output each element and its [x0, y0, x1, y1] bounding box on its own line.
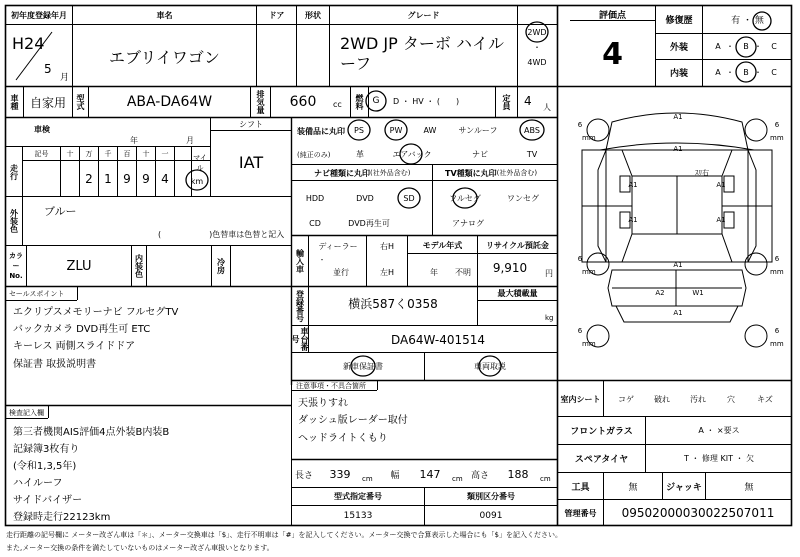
- color-no-label: カラーNo.: [9, 252, 23, 280]
- inspector-line-2: 記録簿3枚有り: [13, 444, 80, 455]
- mileage-label: 走行: [9, 164, 19, 180]
- interior-color-label: 内装色: [134, 254, 144, 278]
- navi-title: [314, 166, 410, 180]
- repair-options: 有 ・ 無: [731, 16, 764, 26]
- mileage-header-hyaku: 百: [123, 149, 131, 158]
- door-label: ドア: [268, 10, 285, 20]
- mileage-header-man: 万: [85, 149, 93, 158]
- mgmt-no: 09502000030022507011: [621, 506, 775, 520]
- model-year-label: モデル年式: [422, 241, 463, 250]
- mile-label: マイル: [193, 153, 207, 172]
- tv-title-text: TV種類に丸印: [445, 168, 497, 178]
- interior-c: C: [771, 68, 777, 77]
- sell-point-line-2: バックカメラ DVD再生可 ETC: [13, 324, 151, 335]
- damage-a1-right-front: A1: [716, 181, 726, 189]
- import-dot: ・: [318, 256, 326, 264]
- cc-unit: cc: [333, 100, 342, 109]
- sell-points-label: セールスポイント: [9, 290, 65, 298]
- sell-point-line-3: キーレス 両側スライドドア: [13, 341, 136, 352]
- first-reg-month-unit: 月: [60, 73, 70, 83]
- km-unit: km: [190, 176, 204, 186]
- shift: IAT: [238, 152, 264, 172]
- damage-a1-hood: A1: [673, 113, 683, 121]
- tire-depth-sr: 6: [774, 327, 780, 335]
- repair-label: 修復歴: [665, 16, 693, 26]
- interior-a: A: [715, 68, 721, 77]
- height-label: 高さ: [470, 470, 489, 481]
- notes-line-1: 天張りすれ: [298, 398, 348, 409]
- model-label: 型式: [76, 94, 85, 110]
- import-label: 輸入車: [295, 249, 305, 273]
- exterior-dot-1: ・: [726, 42, 734, 51]
- model-year-value: 不明: [455, 267, 471, 277]
- tire-mm-sr: mm: [770, 340, 784, 348]
- class-no: 0091: [479, 511, 503, 521]
- spare-tire-label: スペアタイヤ: [574, 455, 629, 465]
- warranty-new-car: 新車保証書: [343, 361, 383, 371]
- tire-mm-fr: mm: [770, 134, 784, 142]
- color-label: 外装色: [9, 209, 19, 233]
- mgmt-no-label: 管理番号: [564, 508, 597, 518]
- inspector-line-1: 第三者機関AIS評価4点外装B内装B: [13, 427, 170, 438]
- tire-mm-sl: mm: [582, 340, 596, 348]
- navi-hdd: HDD: [305, 193, 325, 203]
- jack-label: ジャッキ: [666, 482, 702, 493]
- class-no-label: 類別区分番号: [467, 492, 515, 501]
- damage-a1-front: A1: [673, 145, 683, 153]
- tv-fullseg: フルセグ: [449, 193, 481, 203]
- length: 339: [329, 467, 351, 481]
- damage-a1-right-rear: A1: [716, 216, 726, 224]
- equip-abs: ABS: [524, 125, 540, 135]
- vin: DA64W-401514: [390, 332, 486, 347]
- tire-depth-rl: 6: [577, 255, 583, 263]
- vin-label: 車台番号: [291, 327, 309, 351]
- mileage-header-10man: 十: [66, 149, 74, 158]
- mileage-digit-3: 1: [104, 171, 112, 186]
- footer-note-2: また,メーター交換の条件を満たしていないものはメーター改ざん車扱いとなります。: [6, 544, 274, 552]
- length-unit: cm: [362, 475, 373, 483]
- navi-dvd-play: DVD再生可: [348, 218, 390, 228]
- tv-oneseg: ワンセグ: [507, 193, 539, 203]
- tire-mm-fl: mm: [582, 134, 596, 142]
- displacement-label: 排気量: [256, 90, 265, 114]
- width-unit: cm: [452, 475, 463, 483]
- sell-point-line-4: 保証書 取扱説明書: [13, 359, 97, 370]
- mileage-digit-4: 9: [123, 171, 131, 186]
- score: 4: [602, 36, 623, 72]
- shape-label: 形状: [305, 10, 321, 20]
- type-no-label: 型式指定番号: [334, 492, 382, 501]
- equipment-sub-label: (純正のみ): [297, 151, 331, 159]
- height: 188: [507, 467, 529, 481]
- equip-airbag: エアバック: [392, 149, 432, 159]
- recycle-unit: 円: [545, 269, 553, 278]
- inspector-line-6: 登録時走行22123km: [13, 512, 111, 523]
- glass-options: A ・ ×要ス: [698, 426, 740, 435]
- damage-a1-rear: A1: [673, 261, 683, 269]
- width-label: 幅: [390, 470, 400, 481]
- interior-dot-2: ・: [754, 68, 762, 77]
- exterior-dot-2: ・: [754, 42, 762, 51]
- navi-cd: CD: [309, 218, 321, 228]
- sell-point-line-1: エクリプスメモリーナビ フルセグTV: [13, 307, 179, 318]
- tool-label: 工具: [571, 482, 590, 493]
- shaken-month-unit: 月: [186, 136, 194, 145]
- tire-mm-rr: mm: [770, 268, 784, 276]
- capacity-unit: 人: [543, 103, 551, 112]
- tv-title: [445, 166, 537, 180]
- color: ブルー: [44, 205, 77, 218]
- jack-value: 無: [744, 482, 754, 493]
- navi-title-text: ナビ種類に丸印: [314, 168, 370, 178]
- footer-note-1: 走行距離の記号欄に メーター改ざん車は「＊」、メーター交換車は「$」、走行不明車は「#」を記入してください。メーター交換で合算表示した場合にも「$」を記入ください。: [6, 531, 562, 539]
- inspector-line-5: サイドバイザー: [13, 495, 83, 506]
- reg-no: 横浜587く0358: [348, 296, 438, 311]
- damage-a1-left-front: A1: [628, 181, 638, 189]
- tire-depth-rr: 6: [774, 255, 780, 263]
- notes-line-3: ヘッドライトくもり: [298, 433, 388, 444]
- seat-hole: 穴: [727, 394, 735, 404]
- mileage-header-sen: 千: [104, 149, 112, 158]
- seat-label: 室内シート: [560, 394, 601, 404]
- tool-value: 無: [628, 482, 638, 493]
- first-reg-month: 5: [44, 62, 52, 76]
- navi-sd: SD: [403, 193, 415, 203]
- mileage-digit-5: 9: [142, 171, 150, 186]
- equip-pw: PW: [389, 125, 403, 135]
- mileage-digit-1: [61, 161, 79, 196]
- exterior-b: B: [743, 42, 749, 51]
- mileage-digit-6: 4: [161, 171, 169, 186]
- equip-leather: 革: [356, 149, 364, 159]
- usage-label: 車種: [10, 94, 19, 110]
- import-left-h: 左H: [379, 267, 394, 277]
- fuel-label: 燃料: [355, 94, 364, 110]
- equip-tv: TV: [526, 149, 538, 159]
- import-right-h: 右H: [379, 241, 394, 251]
- seat-stain: 汚れ: [690, 394, 706, 404]
- color-note: ( )色替車は色替と記入: [158, 230, 285, 239]
- navi-sub: (社外品含む): [370, 169, 411, 177]
- first-reg-label: 初年度登録年月: [11, 10, 67, 20]
- damage-a1-left-rear: A1: [628, 216, 638, 224]
- model: ABA-DA64W: [126, 94, 213, 110]
- exterior-a: A: [715, 42, 721, 51]
- equip-navi: ナビ: [472, 149, 488, 159]
- equipment-label: 装備品に丸印: [297, 127, 345, 136]
- width: 147: [419, 467, 441, 481]
- capacity: 4: [524, 94, 532, 108]
- recycle-label: リサイクル預託金: [486, 241, 549, 250]
- max-load-unit: kg: [545, 314, 554, 322]
- tire-depth-fl: 6: [577, 121, 583, 129]
- tv-sub: (社外品含む): [496, 169, 538, 177]
- exterior-label: 外装: [669, 43, 688, 53]
- tire-mm-rl: mm: [582, 268, 596, 276]
- capacity-label: 定員: [502, 94, 511, 110]
- drive-4wd: 4WD: [527, 57, 547, 67]
- notes-line-2: ダッシュ版レーダー取付: [298, 415, 408, 426]
- first-reg-year: H24: [12, 34, 45, 53]
- grade: 2WD JP ターボ ハイルーフ: [340, 34, 504, 73]
- mileage-header-ichi: 一: [161, 149, 169, 158]
- interior-dot-1: ・: [726, 68, 734, 77]
- fuel-gasoline: G: [372, 96, 380, 106]
- car-name-label: 車名: [156, 10, 173, 20]
- inspector-line-4: ハイルーフ: [13, 478, 63, 489]
- color-no: ZLU: [66, 258, 92, 274]
- seat-burn: コゲ: [618, 394, 634, 404]
- cool-label: 冷房: [216, 258, 226, 274]
- notes-label: 注意事項・不具合箇所: [296, 381, 366, 390]
- drive-dot: ・: [533, 42, 541, 52]
- equip-aw: AW: [423, 125, 437, 135]
- interior-label: 内装: [669, 69, 688, 79]
- length-label: 長さ: [294, 470, 313, 481]
- recycle-value: 9,910: [492, 261, 528, 275]
- damage-w1-rear-bumper: W1: [692, 289, 704, 297]
- max-load-label: 最大積載量: [497, 289, 538, 298]
- mileage-header-sign: 記号: [34, 149, 49, 158]
- drive-2wd: 2WD: [527, 27, 547, 37]
- type-no: 15133: [343, 511, 373, 521]
- mileage-header-juu: 十: [142, 149, 150, 158]
- model-year-unit: 年: [430, 267, 438, 277]
- damage-a1-rear-panel: A1: [673, 309, 683, 317]
- fuel-options: D ・ HV ・ ( ): [393, 96, 460, 106]
- reg-no-label: 登録番号: [295, 290, 305, 322]
- displacement: 660: [289, 94, 317, 110]
- shaken-label: 車検: [34, 125, 50, 134]
- vehicle-manual: 車両取説: [474, 361, 506, 371]
- tire-depth-sl: 6: [577, 327, 583, 335]
- equip-sunroof: サンルーフ: [458, 125, 498, 135]
- tv-analog: アナログ: [452, 218, 484, 228]
- interior-b: B: [743, 68, 749, 77]
- inspector-line-3: (令和1,3,5年): [13, 461, 77, 472]
- score-label: 評価点: [598, 10, 626, 21]
- shift-label: シフト: [239, 119, 263, 129]
- navi-dvd: DVD: [356, 193, 374, 203]
- car-name: エブリイワゴン: [109, 47, 220, 67]
- inspector-label: 検査記入欄: [9, 408, 44, 417]
- height-unit: cm: [540, 475, 551, 483]
- import-parallel: 並行: [333, 267, 349, 277]
- shaken-year-unit: 年: [130, 136, 138, 145]
- spare-tire-options: T ・ 修理 KIT ・ 欠: [683, 454, 755, 463]
- damage-a2-rear-bumper: A2: [655, 289, 665, 297]
- glass-label: フロントガラス: [570, 427, 633, 437]
- exterior-c: C: [771, 42, 777, 51]
- mileage-digit-2: 2: [85, 171, 93, 186]
- usage: 自家用: [29, 95, 66, 110]
- equip-ps: PS: [354, 125, 364, 135]
- tire-depth-fr: 6: [774, 121, 780, 129]
- damage-scratch-right: ｽﾘ右: [695, 169, 709, 177]
- import-dealer: ディーラー: [318, 241, 358, 251]
- grade-label: グレード: [407, 10, 440, 20]
- seat-scratch: キズ: [757, 394, 773, 404]
- seat-tear: 破れ: [654, 394, 670, 404]
